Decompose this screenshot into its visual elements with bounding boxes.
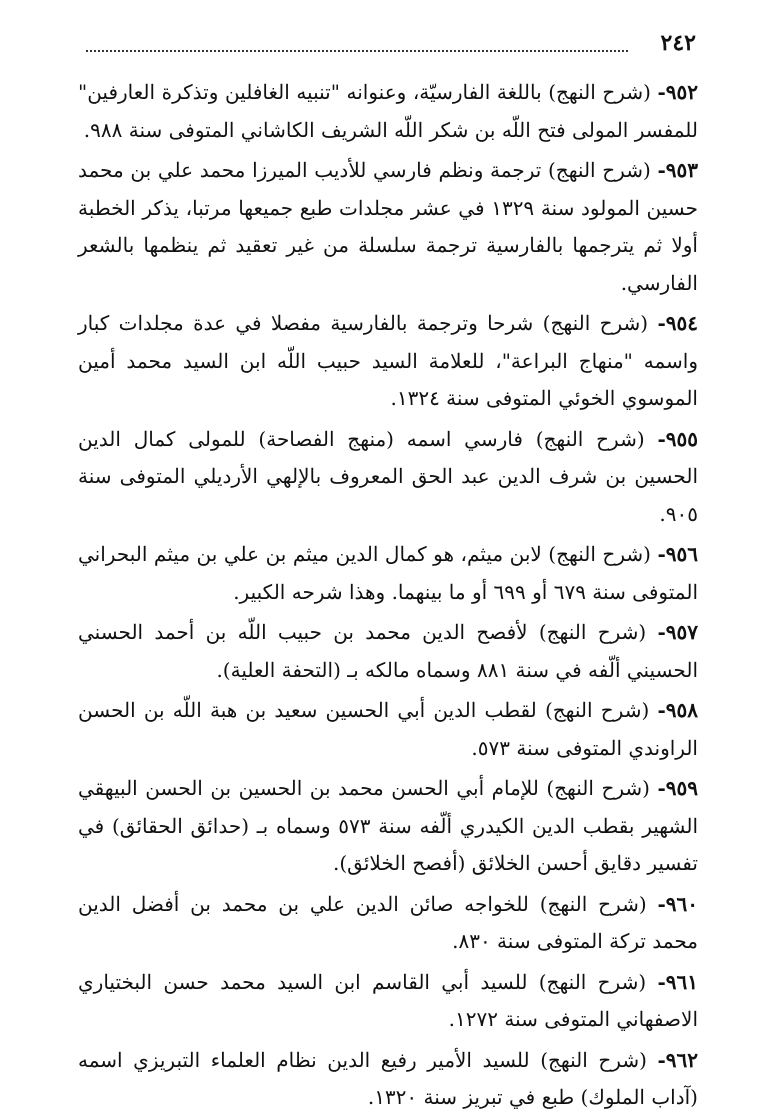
entry-number: ٩٥٢- [657,80,698,104]
entry-number: ٩٦٢- [657,1047,698,1072]
entry-text: (شرح النهج) لقطب الدين أبي الحسين سعيد بن هبة اللّه بن الحسن الراوندي المتوفى سنة ٥٧٣. [78,698,698,760]
entry-text: (شرح النهج) باللغة الفارسيّة، وعنوانه "تنبيه الغافلين وتذكرة العارفين" للمفسر المولى فتح اللّه بن شكر اللّه الشريف الكاشاني المتوفى سنة ٩٨٨. [78,80,698,142]
entry-number: ٩٥٣- [657,158,698,182]
entry-text: (شرح النهج) شرحا وترجمة بالفارسية مفصلا في عدة مجلدات كبار واسمه "منهاج البراعة"، للعلامة السيد حبيب اللّه ابن السيد محمد أمين الموسوي الخوئي المتوفى سنة ١٣٢٤. [78,311,698,410]
entry-text: (شرح النهج) للسيد أبي القاسم ابن السيد محمد حسن البختياري الاصفهاني المتوفى سنة ١٢٧٢. [78,969,698,1031]
entry [78,536,698,611]
page-header [78,28,698,58]
entry [78,964,698,1039]
entry-number: ٩٦١- [657,969,698,994]
header-dotted-rule [86,36,628,52]
entry [78,886,698,961]
entry-text: (شرح النهج) لابن ميثم، هو كمال الدين ميثم بن علي بن ميثم البحراني المتوفى سنة ٦٧٩ أو ٦٩٩ أو ما بينهما. وهذا شرحه الكبير. [78,542,698,604]
entry [78,692,698,767]
entry-number: ٩٥٥- [657,426,699,451]
entry-text: (شرح النهج) لأفصح الدين محمد بن حبيب اللّه بن أحمد الحسني الحسيني ألّفه في سنة ٨٨١ وسماه مالكه بـ (التحفة العلية). [78,620,698,682]
entry-number: ٩٥٤- [657,311,698,335]
entry [78,421,698,534]
page-number: ٢٤٢ [660,30,696,56]
entry-text: (شرح النهج) ترجمة ونظم فارسي للأديب الميرزا محمد علي بن محمد حسين المولود سنة ١٣٢٩ في عشر مجلدات طبع جميعها مرتبا، يذكر الخطبة أولا ثم يترجمها بالفارسية ترجمة سلسلة من غير تعقيد ثم ينظمها بالشعر الفارسي. [78,158,699,295]
entry-number: ٩٥٩- [657,776,698,800]
entry-text: (شرح النهج) للسيد الأمير رفيع الدين نظام العلماء التبريزي اسمه (آداب الملوك) طبع في تبريز سنة ١٣٢٠. [78,1047,698,1109]
entry-number: ٩٥٧- [657,620,698,644]
entry-text: (شرح النهج) فارسي اسمه (منهج الفصاحة) للمولى كمال الدين الحسين بن شرف الدين عبد الحق المعروف بالإلهي الأرديلي المتوفى سنة ٩٠٥. [78,426,698,526]
entry-number: ٩٥٨- [657,698,698,722]
entry-number: ٩٥٦- [657,542,698,566]
entry-number: ٩٦٠- [657,891,699,916]
entry-text: (شرح النهج) للخواجه صائن الدين علي بن محمد بن أفضل الدين محمد تركة المتوفى سنة ٨٣٠. [78,891,698,953]
entry [78,614,698,689]
book-page [78,28,699,1109]
entry [78,1042,698,1117]
entries-list [78,74,698,1117]
entry [78,152,698,302]
entry-text: (شرح النهج) للإمام أبي الحسن محمد بن الحسين بن الحسن البيهقي الشهير بقطب الدين الكيدري ألّفه سنة ٥٧٣ وسماه بـ (حدائق الحقائق) في تفسير دقايق أحسن الخلائق (أفصح الخلائق). [78,776,699,875]
entry [78,74,698,149]
entry [78,770,698,883]
entry [78,305,698,418]
